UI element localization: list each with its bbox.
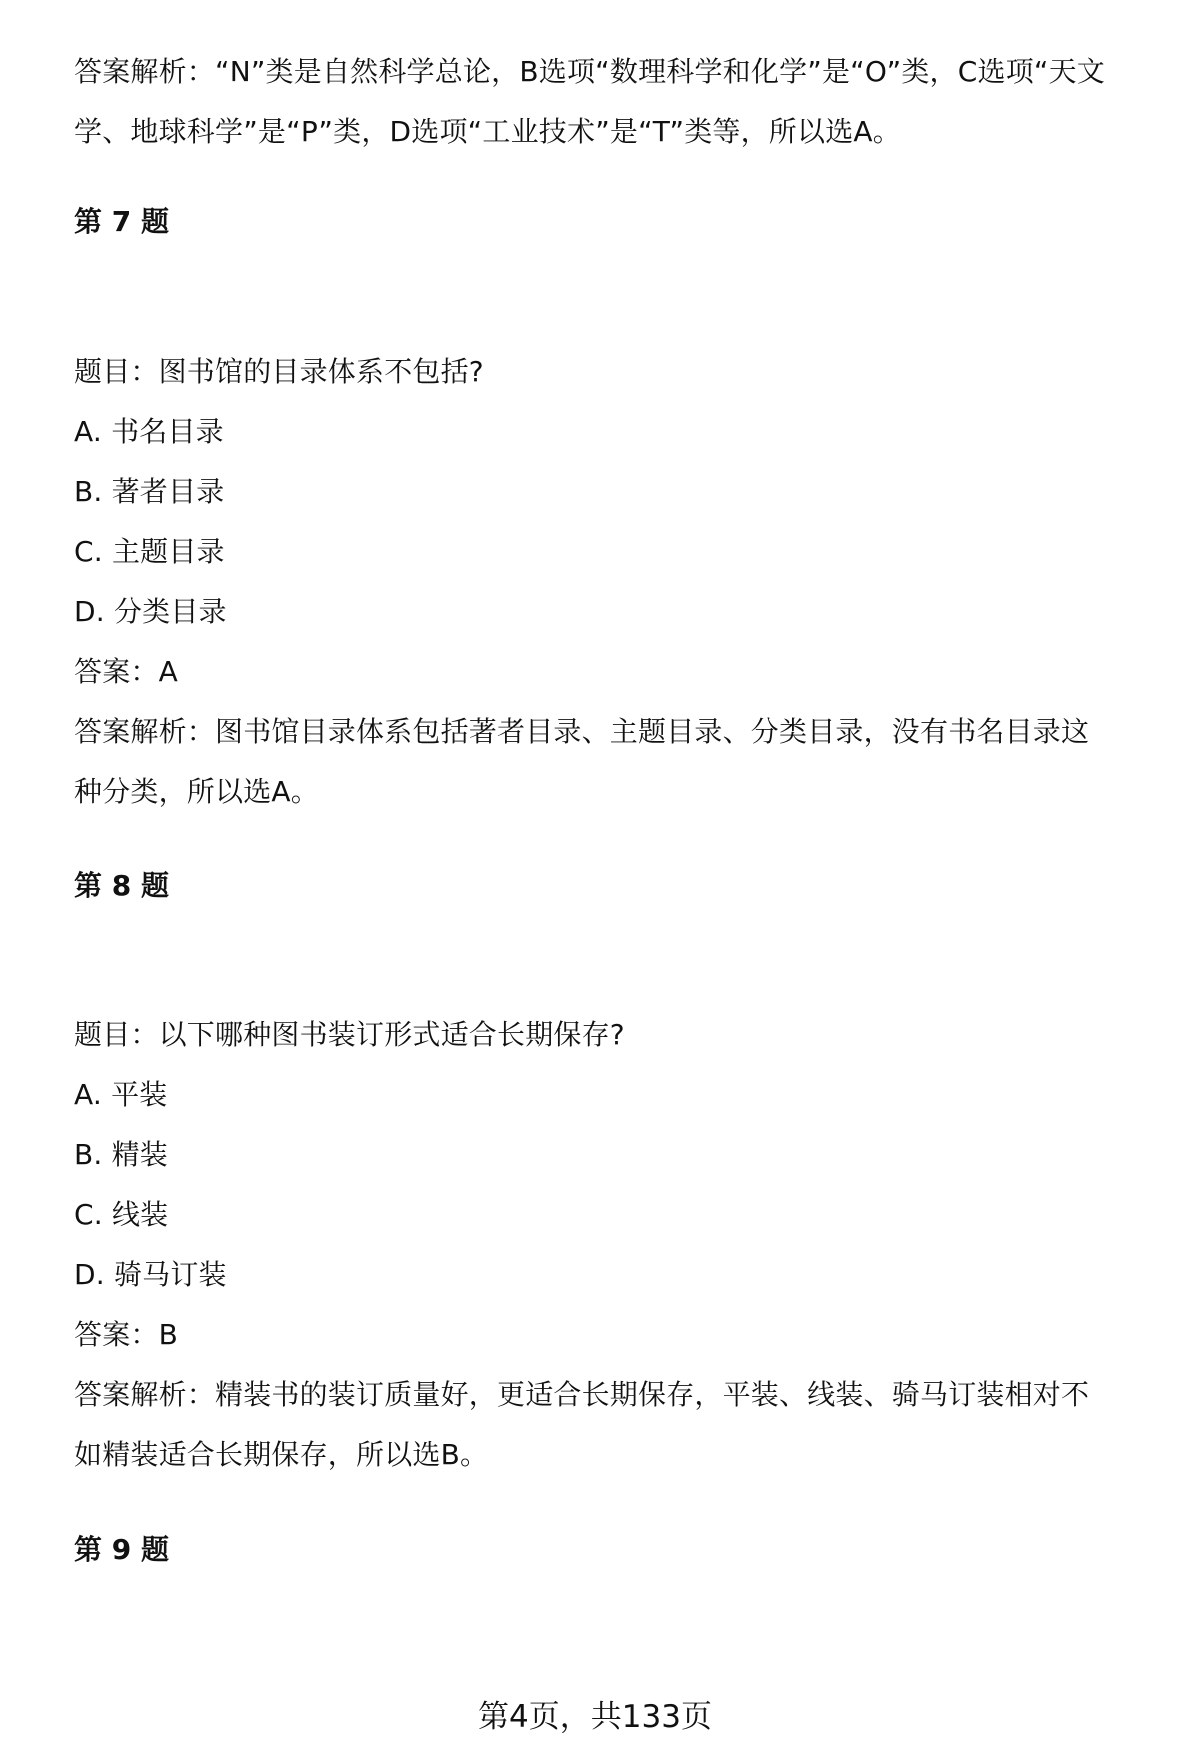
question-8-heading: 第 8 题	[74, 869, 169, 902]
question-7-answer: 答案：A	[74, 655, 178, 688]
question-8-option-d: D. 骑马订装	[74, 1258, 227, 1291]
question-7-option-b: B. 著者目录	[74, 475, 225, 508]
question-7-text: 题目：图书馆的目录体系不包括?	[74, 355, 484, 388]
question-7-heading: 第 7 题	[74, 205, 169, 238]
question-8-text: 题目：以下哪种图书装订形式适合长期保存?	[74, 1018, 625, 1051]
question-7-option-c: C. 主题目录	[74, 535, 225, 568]
question-8-explanation-line-2: 如精装适合长期保存，所以选B。	[74, 1438, 489, 1471]
prev-explanation-line-2: 学、地球科学”是“P”类，D选项“工业技术”是“T”类等，所以选A。	[74, 115, 901, 148]
page-number-footer: 第4页，共133页	[478, 1699, 712, 1735]
question-8-explanation-line-1: 答案解析：精装书的装订质量好，更适合长期保存，平装、线装、骑马订装相对不	[74, 1378, 1090, 1411]
question-7-option-a: A. 书名目录	[74, 415, 224, 448]
question-8-option-b: B. 精装	[74, 1138, 169, 1171]
question-7-option-d: D. 分类目录	[74, 595, 227, 628]
question-8-option-a: A. 平装	[74, 1078, 168, 1111]
question-7-explanation-line-1: 答案解析：图书馆目录体系包括著者目录、主题目录、分类目录，没有书名目录这	[74, 715, 1090, 748]
question-7-explanation-line-2: 种分类，所以选A。	[74, 775, 319, 808]
prev-explanation-line-1: 答案解析：“N”类是自然科学总论，B选项“数理科学和化学”是“O”类，C选项“天文	[74, 55, 1105, 88]
question-8-option-c: C. 线装	[74, 1198, 169, 1231]
question-9-heading: 第 9 题	[74, 1533, 169, 1566]
question-8-answer: 答案：B	[74, 1318, 179, 1351]
